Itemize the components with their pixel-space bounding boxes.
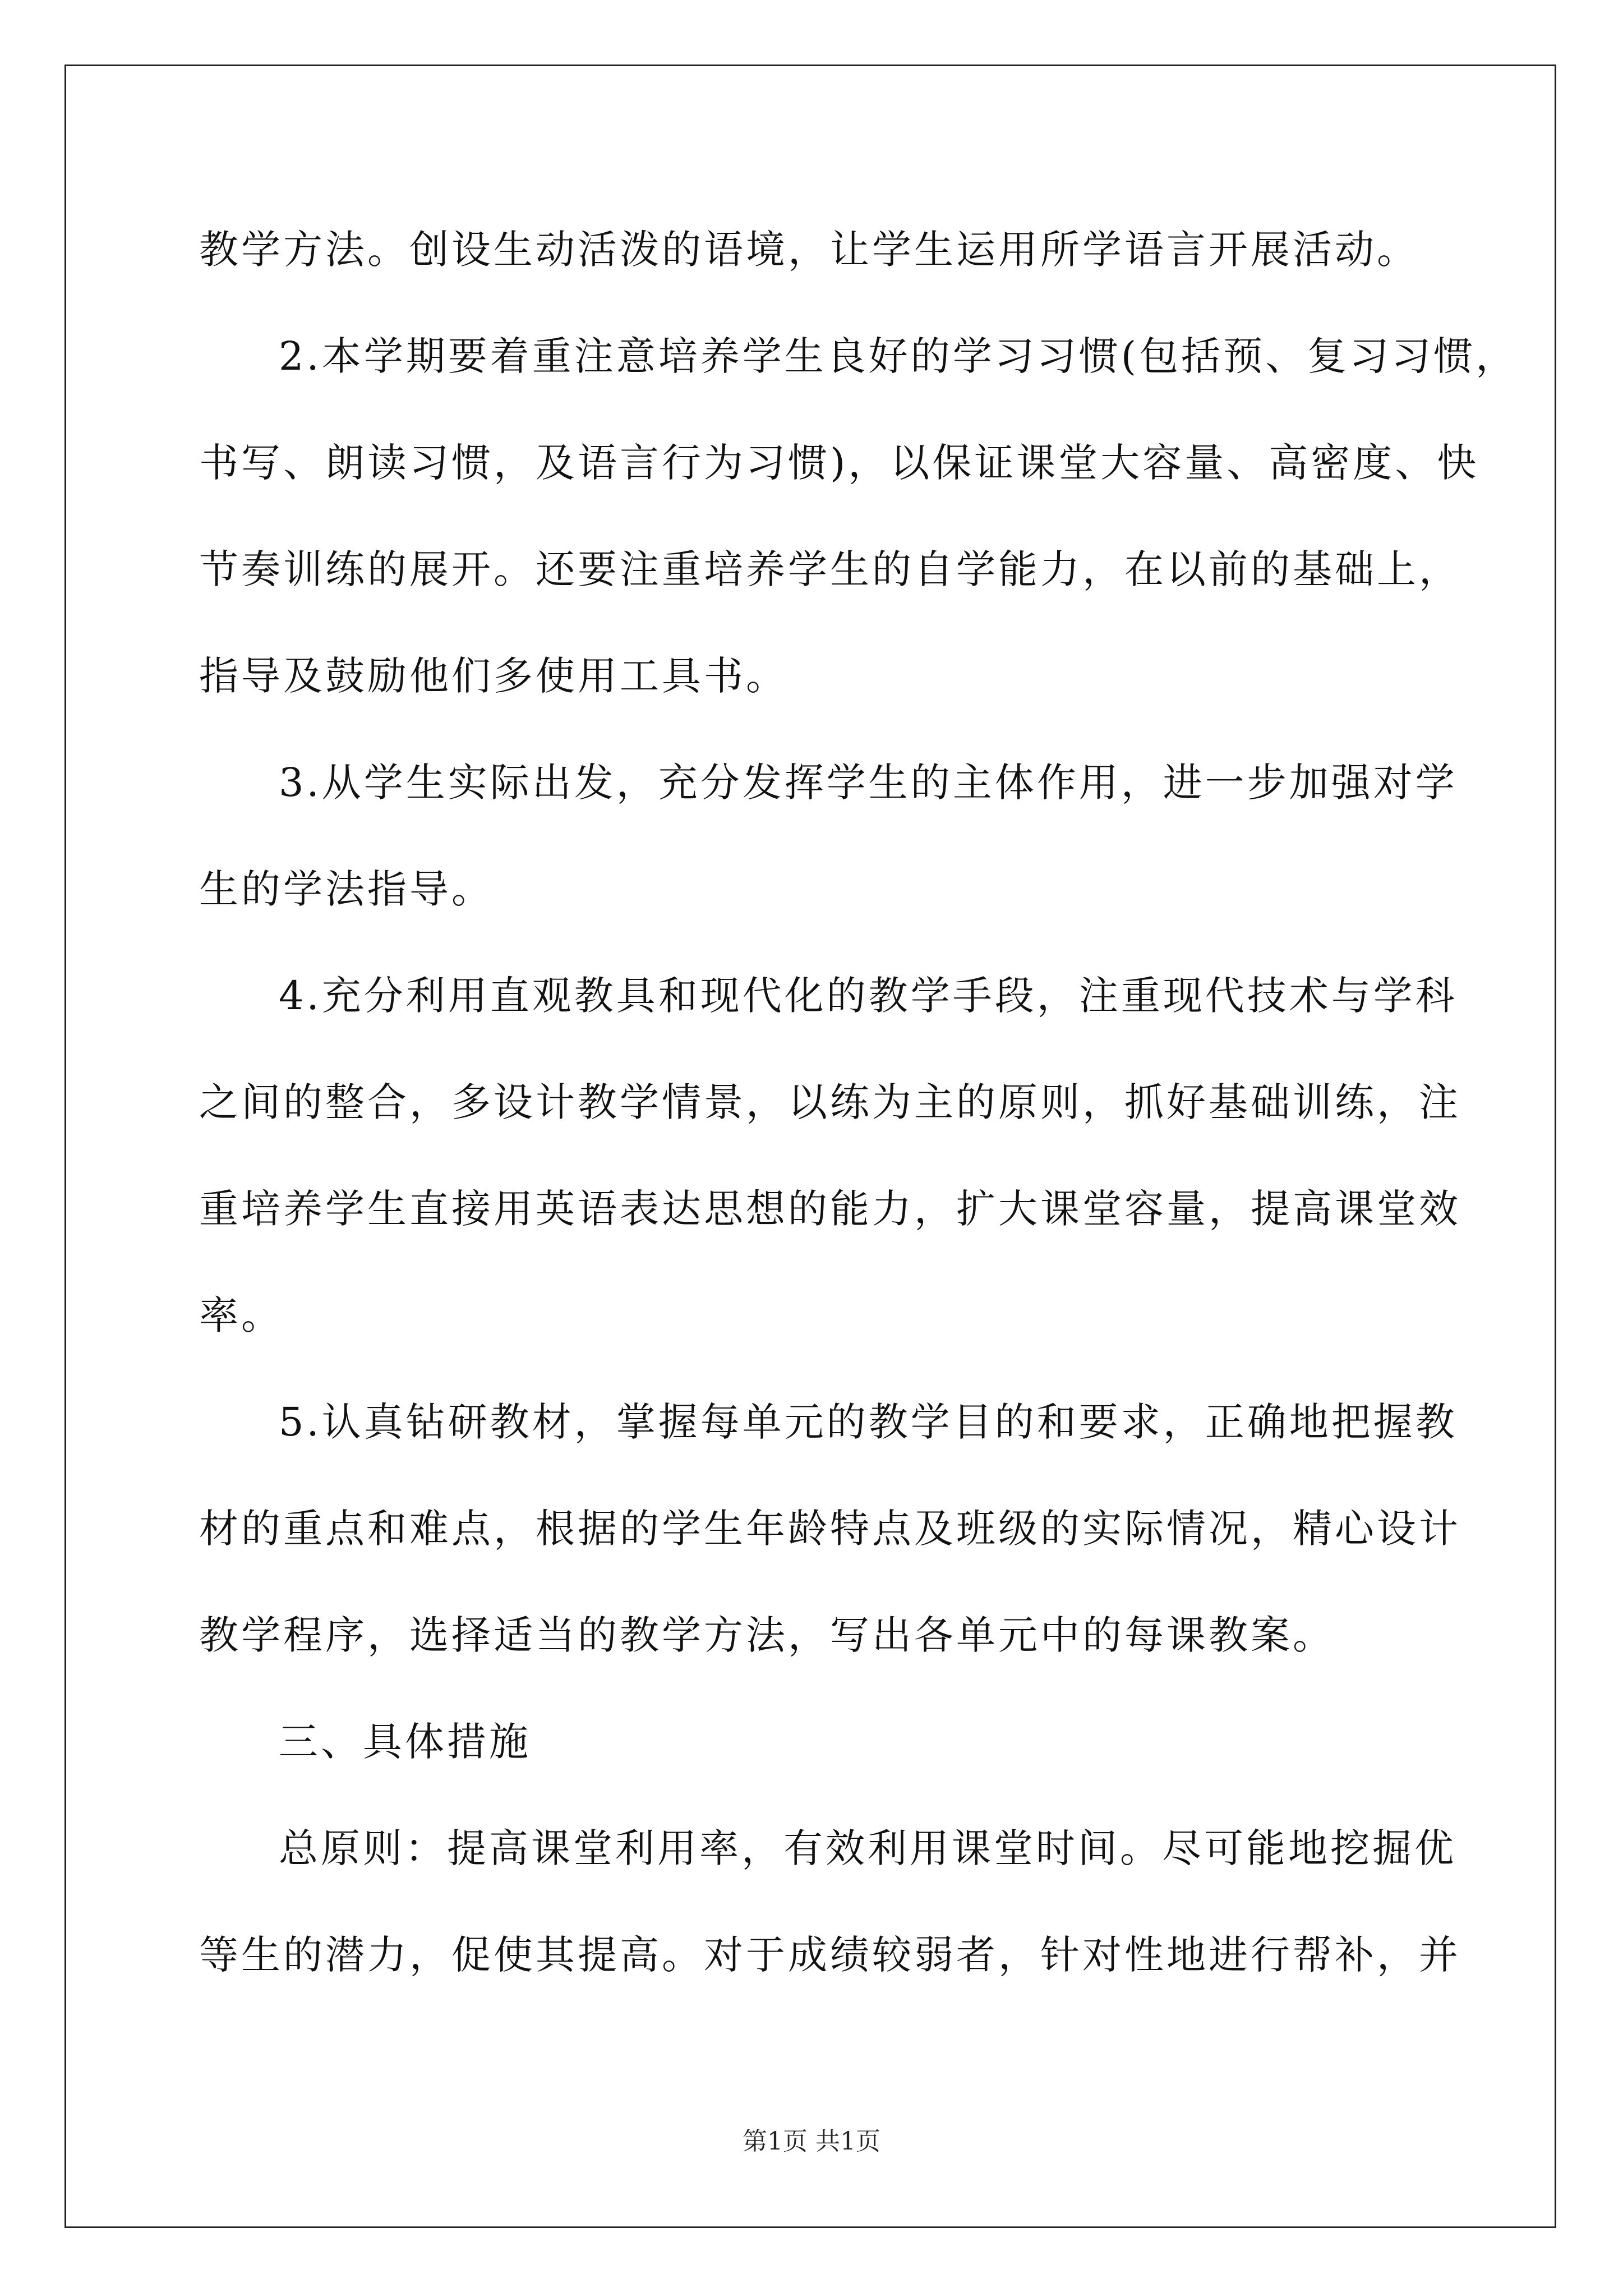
text-line: 总原则：提高课堂利用率，有效利用课堂时间。尽可能地挖掘优 [279, 1825, 1456, 1871]
text-line: 重培养学生直接用英语表达思想的能力，扩大课堂容量，提高课堂效 [199, 1186, 1461, 1232]
text-line: 节奏训练的展开。还要注重培养学生的自学能力，在以前的基础上， [199, 546, 1461, 592]
text-line: 3.从学生实际出发，充分发挥学生的主体作用，进一步加强对学 [279, 760, 1458, 806]
text-line: 2.本学期要着重注意培养学生良好的学习习惯(包括预、复习习惯， [279, 333, 1518, 379]
text-line: 率。 [199, 1292, 283, 1338]
text-line: 4.充分利用直观教具和现代化的教学手段，注重现代技术与学科 [279, 973, 1458, 1019]
page-number-footer: 第1页 共1页 [743, 2127, 880, 2156]
text-line: 教学程序，选择适当的教学方法，写出各单元中的每课教案。 [199, 1612, 1335, 1658]
text-line: 书写、朗读习惯，及语言行为习惯)，以保证课堂大容量、高密度、快 [199, 440, 1479, 486]
section-heading: 三、具体措施 [279, 1719, 531, 1765]
text-line: 等生的潜力，促使其提高。对于成绩较弱者，针对性地进行帮补，并 [199, 1932, 1461, 1978]
text-line: 材的重点和难点，根据的学生年龄特点及班级的实际情况，精心设计 [199, 1506, 1461, 1552]
text-line: 指导及鼓励他们多使用工具书。 [199, 653, 788, 699]
text-line: 教学方法。创设生动活泼的语境，让学生运用所学语言开展活动。 [199, 227, 1419, 273]
text-line: 生的学法指导。 [199, 866, 494, 912]
text-line: 5.认真钻研教材，掌握每单元的教学目的和要求，正确地把握教 [279, 1399, 1458, 1445]
text-line: 之间的整合，多设计教学情景，以练为主的原则，抓好基础训练，注 [199, 1079, 1461, 1125]
page-border [64, 65, 1556, 2228]
